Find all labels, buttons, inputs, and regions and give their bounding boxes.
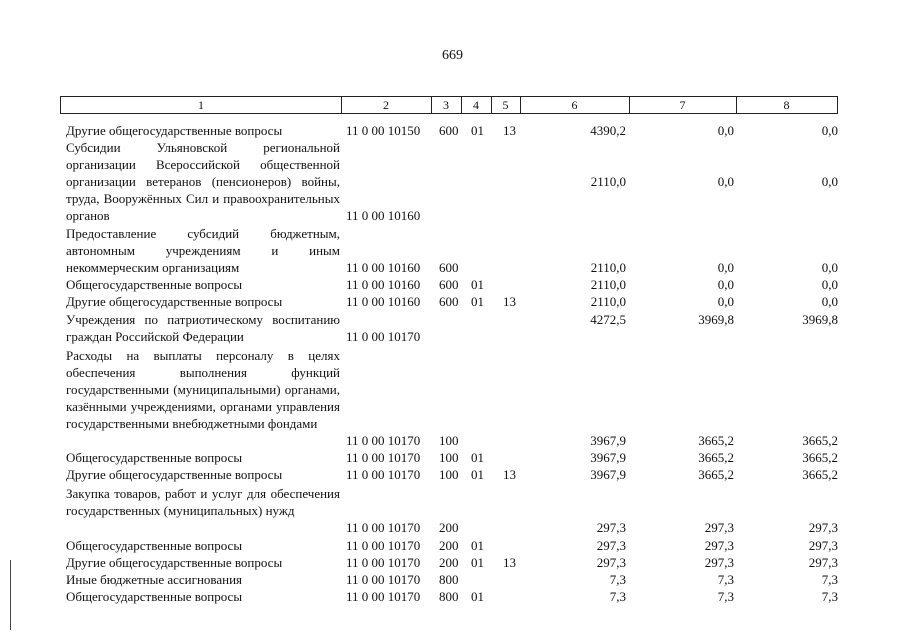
row-value-col7: 3665,2 — [698, 433, 734, 448]
row-target-code: 11 0 00 10170 — [346, 329, 421, 344]
row-description: Другие общегосударственные вопросы — [66, 123, 283, 138]
row-target-code: 11 0 00 10170 — [346, 572, 421, 587]
row-expense-type: 100 — [439, 450, 459, 465]
row-target-code: 11 0 00 10170 — [346, 467, 421, 482]
row-description: Закупка товаров, работ и услуг для обеспечения государственных (муниципальных) нужд — [66, 486, 340, 518]
row-value-col8: 0,0 — [821, 277, 838, 292]
row-target-code: 11 0 00 10170 — [346, 538, 421, 553]
row-value-col6: 7,3 — [609, 572, 626, 587]
table-row — [0, 347, 905, 449]
row-value-col7: 7,3 — [717, 589, 734, 604]
row-value-col8: 3969,8 — [802, 312, 838, 327]
row-value-col7: 3969,8 — [698, 312, 734, 327]
row-target-code: 11 0 00 10160 — [346, 294, 421, 309]
row-description: Учреждения по патриотическому воспитанию граждан Российской Федерации — [66, 312, 340, 344]
row-expense-type: 200 — [439, 555, 459, 570]
row-value-col6: 297,3 — [596, 520, 626, 535]
row-value-col6: 4390,2 — [590, 123, 626, 138]
row-target-code: 11 0 00 10160 — [346, 208, 421, 223]
row-subsection: 13 — [503, 467, 516, 482]
table-row — [0, 311, 905, 345]
row-target-code: 11 0 00 10170 — [346, 450, 421, 465]
row-target-code: 11 0 00 10170 — [346, 433, 421, 448]
row-target-code: 11 0 00 10160 — [346, 260, 421, 275]
table-row — [0, 225, 905, 276]
row-expense-type: 200 — [439, 520, 459, 535]
row-value-col8: 3665,2 — [802, 433, 838, 448]
row-value-col6: 7,3 — [609, 589, 626, 604]
row-value-col8: 3665,2 — [802, 450, 838, 465]
row-value-col7: 0,0 — [717, 174, 734, 189]
row-value-col8: 3665,2 — [802, 467, 838, 482]
row-value-col7: 297,3 — [704, 520, 734, 535]
row-value-col6: 3967,9 — [590, 450, 626, 465]
header-col-1: 1 — [61, 97, 342, 113]
row-target-code: 11 0 00 10160 — [346, 277, 421, 292]
row-value-col8: 297,3 — [808, 538, 838, 553]
row-description: Общегосударственные вопросы — [66, 538, 243, 553]
row-value-col8: 0,0 — [821, 174, 838, 189]
header-col-6: 6 — [520, 97, 630, 113]
row-value-col8: 297,3 — [808, 520, 838, 535]
row-expense-type: 800 — [439, 572, 459, 587]
row-value-col8: 7,3 — [821, 589, 838, 604]
row-value-col7: 7,3 — [717, 572, 734, 587]
row-value-col6: 297,3 — [596, 538, 626, 553]
row-subsection: 13 — [503, 555, 516, 570]
row-section: 01 — [471, 294, 484, 309]
header-col-2: 2 — [341, 97, 432, 113]
table-row — [0, 276, 905, 293]
table-row — [0, 449, 905, 466]
row-expense-type: 200 — [439, 538, 459, 553]
row-target-code: 11 0 00 10150 — [346, 123, 421, 138]
row-section: 01 — [471, 467, 484, 482]
row-description: Другие общегосударственные вопросы — [66, 294, 283, 309]
row-expense-type: 600 — [439, 294, 459, 309]
table-row — [0, 485, 905, 536]
row-value-col7: 3665,2 — [698, 450, 734, 465]
row-target-code: 11 0 00 10170 — [346, 589, 421, 604]
row-expense-type: 100 — [439, 467, 459, 482]
header-col-3: 3 — [431, 97, 462, 113]
row-value-col6: 297,3 — [596, 555, 626, 570]
row-expense-type: 600 — [439, 123, 459, 138]
row-description: Общегосударственные вопросы — [66, 277, 243, 292]
row-description: Иные бюджетные ассигнования — [66, 572, 243, 587]
row-section: 01 — [471, 555, 484, 570]
row-value-col7: 0,0 — [717, 277, 734, 292]
row-description: Предоставление субсидий бюджетным, автономным учреждениям и иным некоммерческим организациям — [66, 226, 340, 275]
table-row — [0, 139, 905, 224]
row-expense-type: 100 — [439, 433, 459, 448]
row-target-code: 11 0 00 10170 — [346, 520, 421, 535]
row-expense-type: 800 — [439, 589, 459, 604]
row-value-col8: 297,3 — [808, 555, 838, 570]
row-value-col8: 7,3 — [821, 572, 838, 587]
table-header — [60, 96, 838, 114]
row-value-col7: 3665,2 — [698, 467, 734, 482]
row-value-col7: 0,0 — [717, 260, 734, 275]
row-value-col6: 3967,9 — [590, 467, 626, 482]
row-value-col6: 2110,0 — [590, 260, 626, 275]
table-row — [0, 293, 905, 310]
row-value-col8: 0,0 — [821, 294, 838, 309]
row-description: Общегосударственные вопросы — [66, 589, 243, 604]
row-description: Другие общегосударственные вопросы — [66, 555, 283, 570]
page-number: 669 — [442, 48, 463, 63]
table-row — [0, 588, 905, 605]
table-row — [0, 466, 905, 483]
header-col-5: 5 — [491, 97, 521, 113]
row-subsection: 13 — [503, 123, 516, 138]
header-col-4: 4 — [461, 97, 492, 113]
row-value-col6: 4272,5 — [590, 312, 626, 327]
row-section: 01 — [471, 450, 484, 465]
table-row — [0, 554, 905, 571]
row-value-col6: 3967,9 — [590, 433, 626, 448]
row-section: 01 — [471, 123, 484, 138]
row-section: 01 — [471, 538, 484, 553]
budget-table-body — [0, 118, 905, 618]
row-expense-type: 600 — [439, 260, 459, 275]
header-col-8: 8 — [783, 98, 790, 112]
row-description: Общегосударственные вопросы — [66, 450, 243, 465]
table-row — [0, 122, 905, 139]
row-value-col6: 2110,0 — [590, 174, 626, 189]
row-value-col7: 297,3 — [704, 538, 734, 553]
table-row — [0, 537, 905, 554]
header-col-7: 7 — [629, 97, 737, 113]
margin-mark — [10, 560, 11, 630]
row-value-col7: 297,3 — [704, 555, 734, 570]
row-section: 01 — [471, 277, 484, 292]
row-target-code: 11 0 00 10170 — [346, 555, 421, 570]
row-description: Субсидии Ульяновской региональной организации Всероссийской общественной организации ветеранов (пенсионеров) войны, труда, Вооружённых Сил и правоохранительных органов — [66, 140, 340, 223]
row-section: 01 — [471, 589, 484, 604]
row-value-col8: 0,0 — [821, 123, 838, 138]
row-value-col8: 0,0 — [821, 260, 838, 275]
row-description: Другие общегосударственные вопросы — [66, 467, 283, 482]
row-expense-type: 600 — [439, 277, 459, 292]
row-value-col6: 2110,0 — [590, 294, 626, 309]
row-description: Расходы на выплаты персоналу в целях обеспечения выполнения функций государственными (муниципальными) органами, казёнными учреждениями, органами управления государственными внебюджетными фондами — [66, 348, 340, 431]
row-value-col7: 0,0 — [717, 294, 734, 309]
row-subsection: 13 — [503, 294, 516, 309]
table-row — [0, 571, 905, 588]
row-value-col6: 2110,0 — [590, 277, 626, 292]
row-value-col7: 0,0 — [717, 123, 734, 138]
